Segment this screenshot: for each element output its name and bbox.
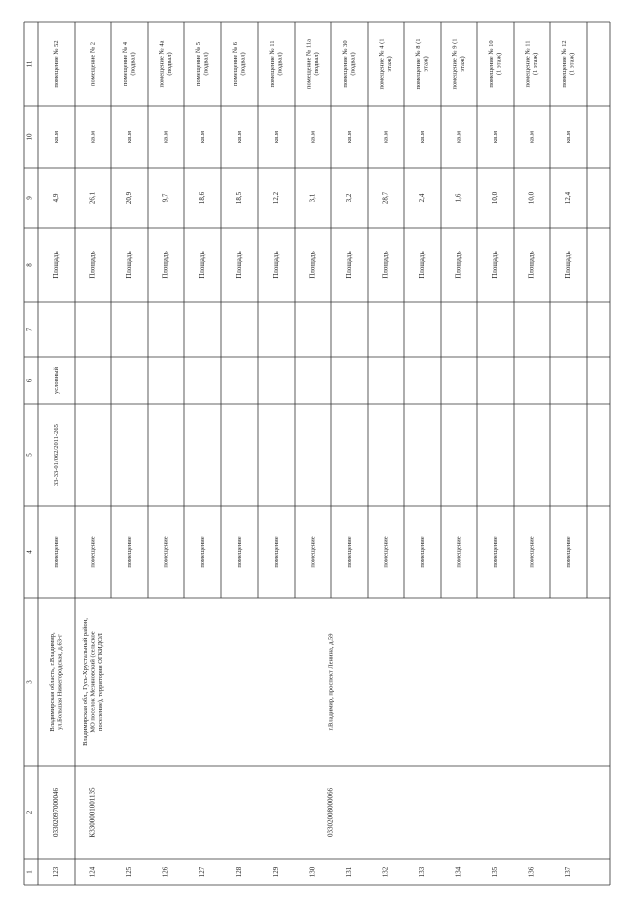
premise-name: помещение № 11а xyxy=(305,39,313,89)
column-number: 4 xyxy=(25,550,34,554)
unit: кв.м xyxy=(382,131,390,143)
object-type: помещение xyxy=(345,536,353,568)
premise-name: (1 этаж) xyxy=(495,52,503,76)
row-number: 127 xyxy=(198,866,207,878)
premise-name: (1 этаж) xyxy=(532,52,540,76)
row-number: 134 xyxy=(454,866,463,878)
parameter-value: 10,0 xyxy=(527,191,536,205)
unit: кв.м xyxy=(162,131,170,143)
row-number: 135 xyxy=(491,866,500,878)
premise-name: (подвал) xyxy=(129,52,137,76)
registry-number: 03302097000046 xyxy=(52,788,61,837)
premise-name: (подвал) xyxy=(276,52,284,76)
parameter-value: 12,4 xyxy=(564,191,573,205)
parameter-name: Площадь xyxy=(88,251,97,279)
parameter-name: Площадь xyxy=(454,251,463,279)
object-type: помещение xyxy=(418,536,426,568)
parameter-name: Площадь xyxy=(381,251,390,279)
unit: кв.м xyxy=(125,131,133,143)
object-type: помещение xyxy=(272,536,280,568)
parameter-name: Площадь xyxy=(527,251,536,279)
parameter-value: 1,6 xyxy=(454,193,463,203)
number-kind: условный xyxy=(52,366,60,395)
unit: кв.м xyxy=(528,131,536,143)
unit: кв.м xyxy=(491,131,499,143)
object-type: помещение xyxy=(309,536,317,568)
column-number: 7 xyxy=(25,327,34,332)
parameter-name: Площадь xyxy=(308,251,317,279)
premise-name: помещение № 52 xyxy=(52,40,60,88)
parameter-name: Площадь xyxy=(125,251,134,279)
row-number: 133 xyxy=(418,866,427,878)
parameter-name: Площадь xyxy=(272,251,281,279)
parameter-name: Площадь xyxy=(418,251,427,279)
parameter-value: 3,1 xyxy=(308,193,317,203)
row-number: 137 xyxy=(564,866,573,878)
premise-name: помещение № 11 xyxy=(524,40,532,88)
object-type: помещение xyxy=(528,536,536,568)
row-number: 130 xyxy=(308,866,317,878)
parameter-value: 9,7 xyxy=(161,193,170,203)
unit: кв.м xyxy=(309,131,317,143)
unit: кв.м xyxy=(455,131,463,143)
unit: кв.м xyxy=(272,131,280,143)
parameter-value: 10,0 xyxy=(491,191,500,205)
parameter-value: 2,4 xyxy=(418,193,427,203)
column-number: 5 xyxy=(25,453,34,457)
parameter-value: 28,7 xyxy=(381,191,390,205)
parameter-value: 20,9 xyxy=(125,191,134,205)
row-number: 136 xyxy=(527,866,536,878)
parameter-name: Площадь xyxy=(564,251,573,279)
row-number: 126 xyxy=(161,866,170,878)
unit: кв.м xyxy=(235,131,243,143)
premise-name: помещение № 10 xyxy=(488,40,496,88)
parameter-name: Площадь xyxy=(491,251,500,279)
premise-name: (подвал) xyxy=(349,52,357,76)
parameter-value: 4,9 xyxy=(52,193,61,203)
parameter-name: Площадь xyxy=(161,251,170,279)
address: МО поселок Мезиновский (сельское xyxy=(89,631,97,733)
cadastral-number: 33-33-01/062/2011-265 xyxy=(52,424,60,486)
object-type: помещение xyxy=(455,536,463,568)
registry-number: К3300001001135 xyxy=(88,787,97,838)
column-number: 8 xyxy=(25,263,34,267)
premise-name: этаж) xyxy=(459,56,467,72)
object-type: помещение xyxy=(564,536,572,568)
unit: кв.м xyxy=(345,131,353,143)
address: Владимирская обл., Гусь-Хрустальный район, xyxy=(82,618,90,746)
row-number: 129 xyxy=(272,866,281,878)
premise-name: помещение № 8 (1 xyxy=(415,38,423,90)
object-type: помещение xyxy=(235,536,243,568)
parameter-value: 18,5 xyxy=(235,191,244,205)
premise-name: (1 этаж) xyxy=(568,52,576,76)
object-type: помещение xyxy=(491,536,499,568)
address: г.Владимир, проспект Ленина, д.59 xyxy=(327,633,335,731)
column-number: 11 xyxy=(25,60,34,68)
premise-name: помещение № 11 xyxy=(269,40,277,88)
table-text xyxy=(26,38,576,877)
parameter-value: 3,2 xyxy=(345,193,354,203)
premise-name: помещение № 5 xyxy=(195,41,203,87)
object-type: помещение xyxy=(162,536,170,568)
column-number: 9 xyxy=(25,196,34,200)
row-number: 123 xyxy=(52,866,61,878)
premise-name: (подвал) xyxy=(313,52,321,76)
unit: кв.м xyxy=(564,131,572,143)
premise-name: помещение № 4 (1 xyxy=(378,38,386,90)
parameter-name: Площадь xyxy=(198,251,207,279)
row-number: 131 xyxy=(345,866,354,878)
premise-name: (подвал) xyxy=(202,52,210,76)
row-number: 125 xyxy=(125,866,134,878)
column-number: 10 xyxy=(25,133,34,141)
parameter-value: 26,1 xyxy=(88,191,97,205)
object-type: помещение xyxy=(125,536,133,568)
address: Владимирская область, г.Владимир, xyxy=(49,632,57,732)
unit: кв.м xyxy=(89,131,97,143)
premise-name: помещение № 12 xyxy=(561,40,569,88)
premise-name: помещение № 6 xyxy=(232,41,240,87)
premise-name: помещение № 2 xyxy=(89,41,97,87)
row-number: 132 xyxy=(381,866,390,878)
column-number: 2 xyxy=(25,810,34,815)
object-type: помещение xyxy=(198,536,206,568)
unit: кв.м xyxy=(198,131,206,143)
unit: кв.м xyxy=(418,131,426,143)
premise-name: (подвал) xyxy=(166,52,174,76)
row-number: 124 xyxy=(88,866,97,878)
premise-name: этаж) xyxy=(386,56,394,72)
parameter-name: Площадь xyxy=(52,251,61,279)
premise-name: помещение № 4 xyxy=(122,41,130,87)
parameter-name: Площадь xyxy=(345,251,354,279)
address: поселение), территория ОГКИДОЛ xyxy=(96,633,104,731)
object-type: помещение xyxy=(382,536,390,568)
object-type: помещение xyxy=(52,536,60,568)
unit: кв.м xyxy=(52,131,60,143)
registry-number: 03302008000066 xyxy=(326,788,335,837)
column-number: 1 xyxy=(25,870,34,874)
premise-name: помещение № 4а xyxy=(158,40,166,88)
address: ул.Большая Нижегородская, д.63-г xyxy=(56,634,64,730)
table-grid xyxy=(24,22,610,885)
row-number: 128 xyxy=(235,866,244,878)
column-number: 6 xyxy=(25,378,34,383)
column-number: 3 xyxy=(25,680,34,684)
premise-name: (подвал) xyxy=(239,52,247,76)
parameter-name: Площадь xyxy=(235,251,244,279)
object-type: помещение xyxy=(89,536,97,568)
premise-name: помещение № 30 xyxy=(342,40,350,88)
parameter-value: 12,2 xyxy=(272,191,281,205)
parameter-value: 18,6 xyxy=(198,191,207,205)
premise-name: помещение № 9 (1 xyxy=(451,38,459,90)
premise-name: этаж) xyxy=(422,56,430,72)
